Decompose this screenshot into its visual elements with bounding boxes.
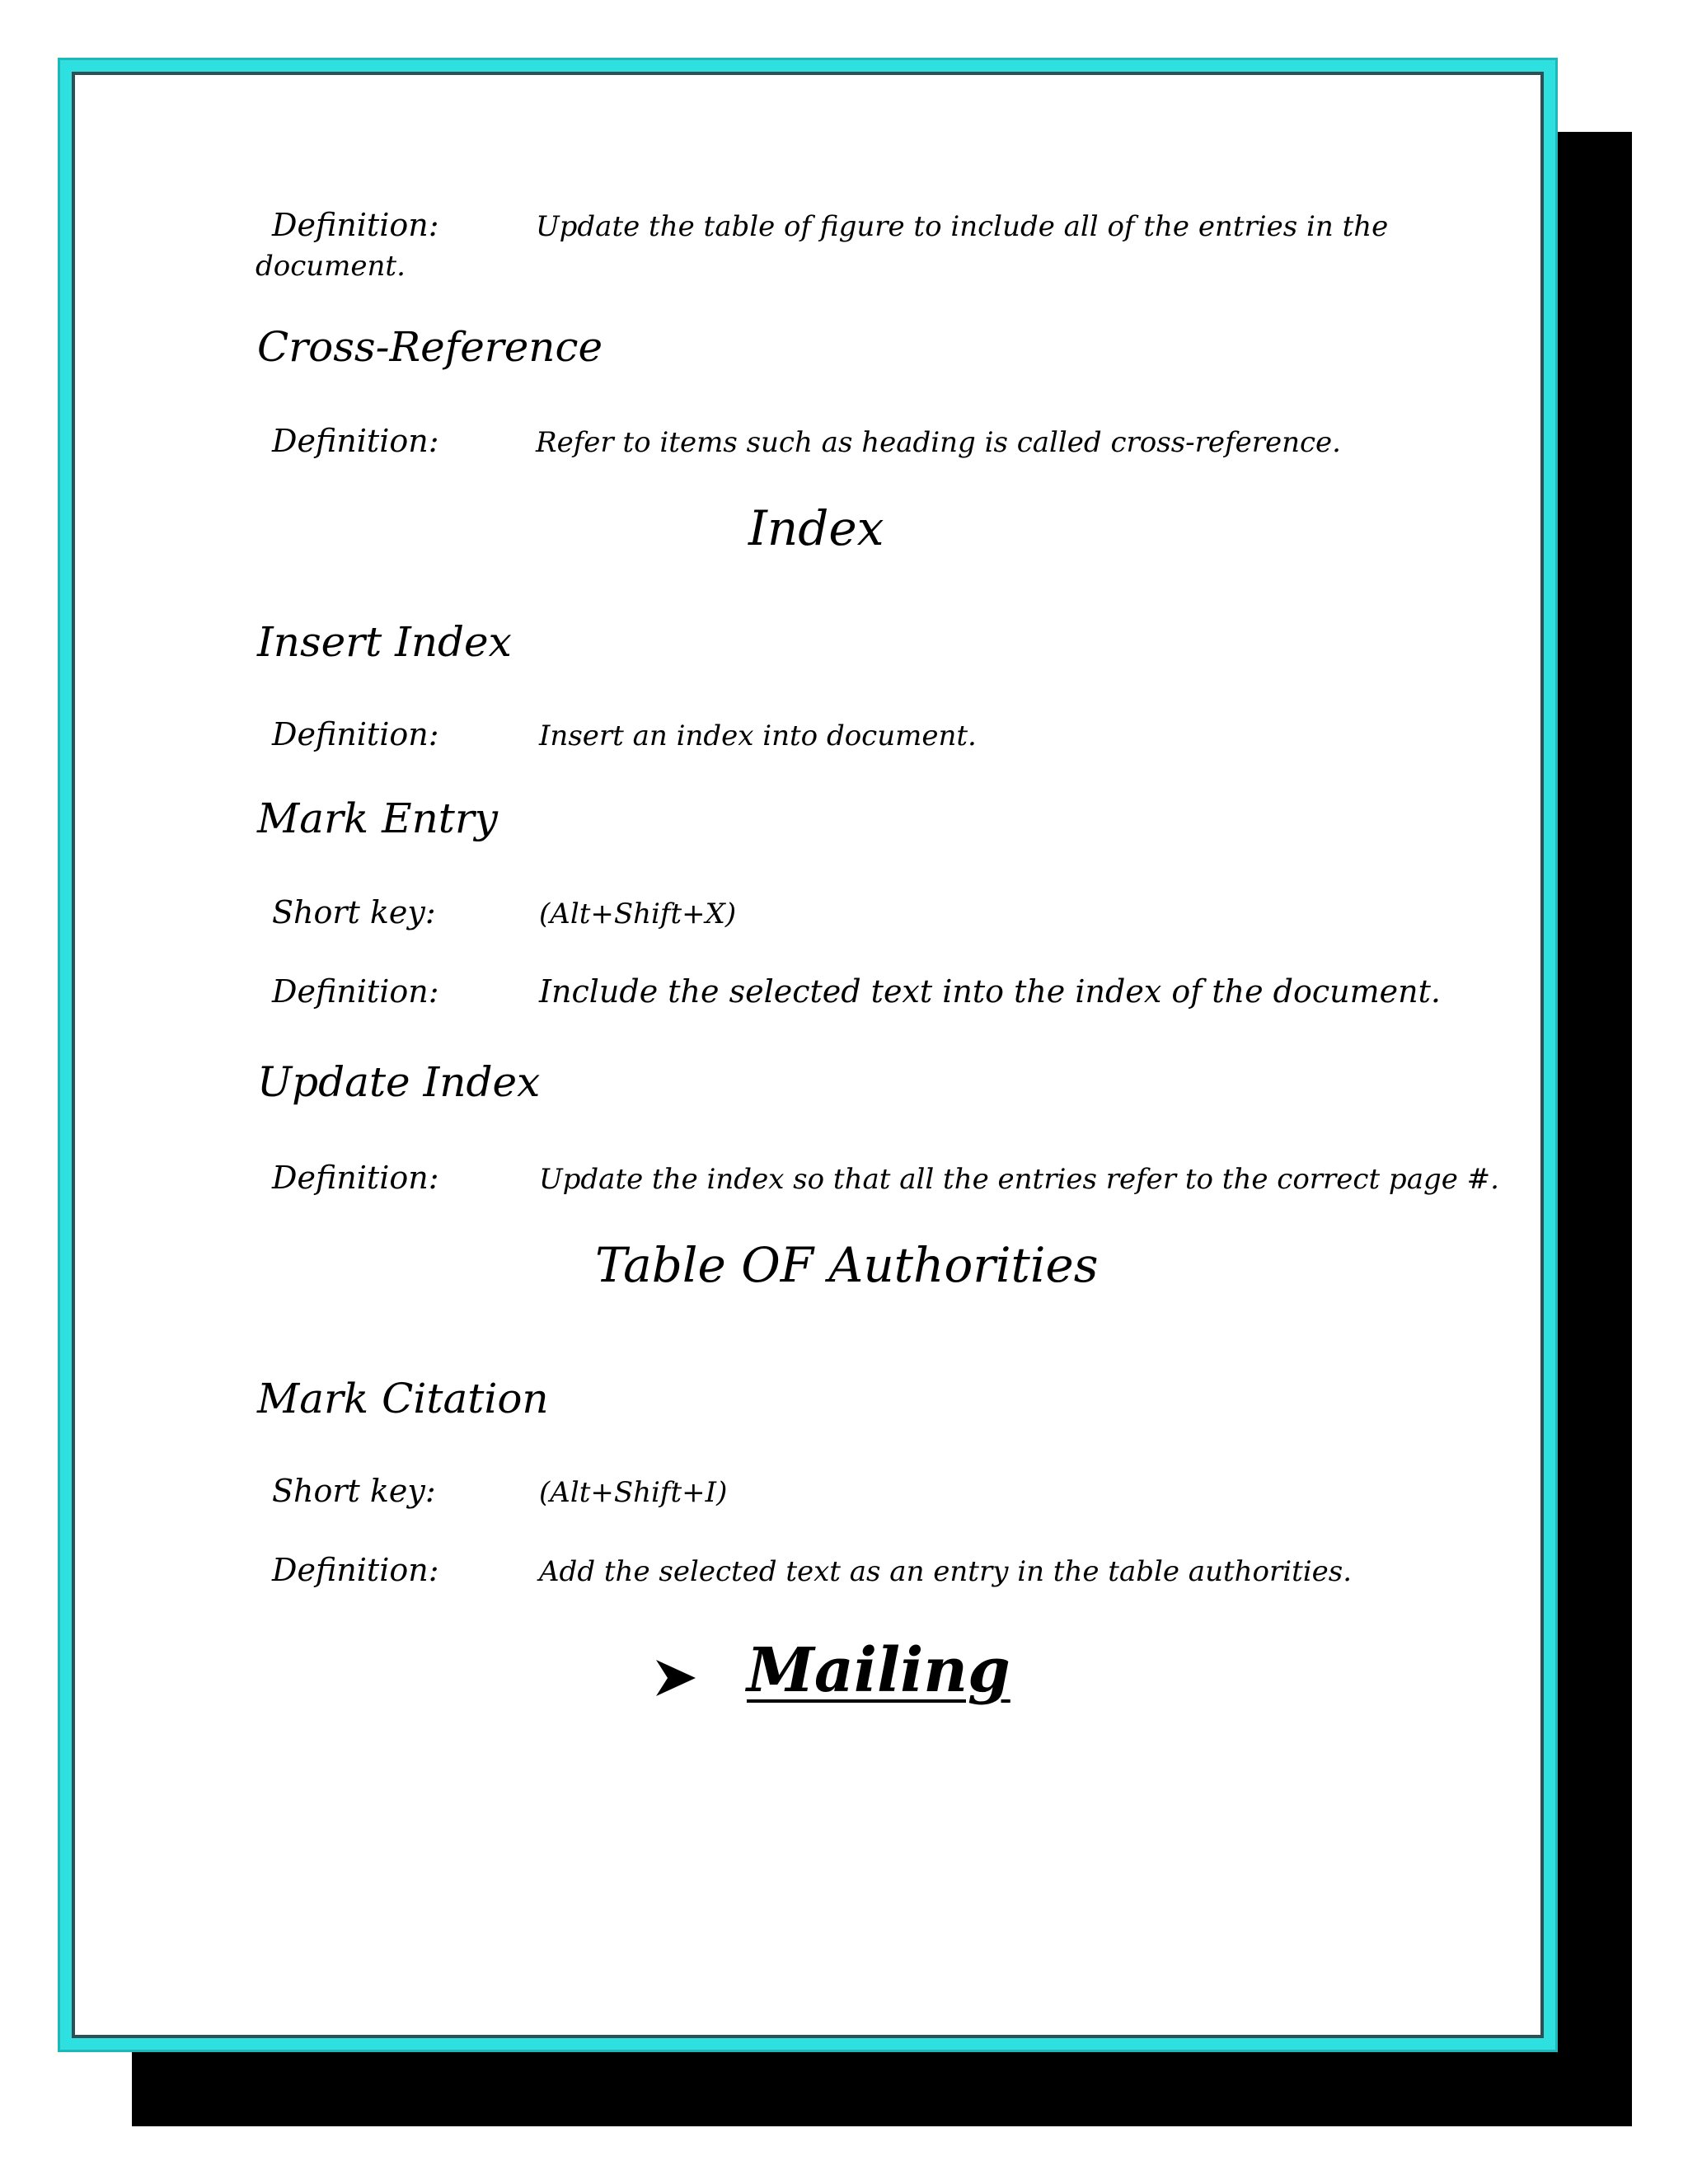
update-index-heading: Update Index [257,1058,541,1106]
definition-label: Definition: [272,1552,439,1588]
definition-text: Add the selected text as an entry in the table authorities. [539,1555,1353,1588]
mailing-section-title: Mailing [747,1635,1010,1706]
cross-reference-heading: Cross-Reference [257,323,603,371]
definition-text: Include the selected text into the index of the document. [539,973,1441,1010]
definition-text: Refer to items such as heading is called cross-reference. [536,426,1341,459]
definition-text: Update the table of figure to include all of the entries in the [536,210,1389,243]
table-of-authorities-title: Table OF Authorities [595,1237,1099,1293]
mark-entry-heading: Mark Entry [257,794,499,842]
definition-label: Definition: [272,716,439,752]
definition-label: Definition: [272,1160,439,1196]
definition-text: Update the index so that all the entries refer to the correct page #. [539,1163,1499,1196]
definition-label: Definition: [272,973,439,1010]
definition-text: Insert an index into document. [539,719,977,752]
definition-label: Definition: [272,207,439,243]
definition-label: Definition: [272,423,439,459]
definition-text-continued: document. [256,250,406,283]
index-section-title: Index [748,500,884,556]
insert-index-heading: Insert Index [257,618,512,666]
short-key-label: Short key: [272,1473,436,1509]
short-key-value: (Alt+Shift+I) [539,1476,728,1509]
arrowhead-bullet-icon [653,1655,699,1701]
short-key-value: (Alt+Shift+X) [539,898,737,930]
mark-citation-heading: Mark Citation [257,1375,549,1422]
short-key-label: Short key: [272,894,436,930]
